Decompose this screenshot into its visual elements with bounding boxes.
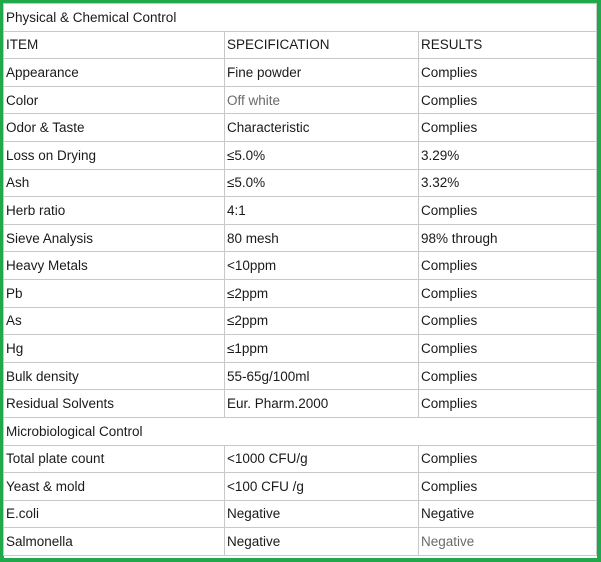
- table-row: [4, 390, 597, 418]
- table-row: [4, 528, 597, 556]
- cell-item: Total plate count: [4, 445, 225, 473]
- cell-item: E.coli: [4, 500, 225, 528]
- table-row: [4, 307, 597, 335]
- cell-result: Complies: [419, 390, 597, 418]
- cell-item: Sieve Analysis: [4, 224, 225, 252]
- cell-result: Complies: [419, 59, 597, 87]
- cell-item: Odor & Taste: [4, 114, 225, 142]
- cell-result: Complies: [419, 473, 597, 501]
- cell-specification: ≤2ppm: [225, 279, 419, 307]
- cell-item: As: [4, 307, 225, 335]
- cell-item: Yeast & mold: [4, 473, 225, 501]
- cell-result: Complies: [419, 362, 597, 390]
- cell-specification: 80 mesh: [225, 224, 419, 252]
- cell-result: Complies: [419, 445, 597, 473]
- section-row-micro: [4, 417, 597, 445]
- cell-specification: 4:1: [225, 197, 419, 225]
- cell-specification: Negative: [225, 500, 419, 528]
- table-row: [4, 279, 597, 307]
- cell-item: Residual Solvents: [4, 390, 225, 418]
- cell-result: Complies: [419, 335, 597, 363]
- header-row: [4, 31, 597, 59]
- cell-item: Herb ratio: [4, 197, 225, 225]
- cell-item: Loss on Drying: [4, 141, 225, 169]
- header-results: RESULTS: [419, 31, 597, 59]
- cell-specification: 55-65g/100ml: [225, 362, 419, 390]
- cell-specification: <100 CFU /g: [225, 473, 419, 501]
- cell-specification: Fine powder: [225, 59, 419, 87]
- cell-specification: Off white: [225, 86, 419, 114]
- table-row: [4, 362, 597, 390]
- table-row: [4, 252, 597, 280]
- cell-result: Complies: [419, 279, 597, 307]
- cell-result: 3.29%: [419, 141, 597, 169]
- table-row: [4, 169, 597, 197]
- cell-item: Color: [4, 86, 225, 114]
- cell-specification: ≤5.0%: [225, 169, 419, 197]
- table-row: [4, 114, 597, 142]
- cell-item: Appearance: [4, 59, 225, 87]
- cell-specification: Negative: [225, 528, 419, 556]
- cell-specification: Characteristic: [225, 114, 419, 142]
- cell-result: Negative: [419, 500, 597, 528]
- cell-item: Ash: [4, 169, 225, 197]
- cell-specification: ≤5.0%: [225, 141, 419, 169]
- cell-result: Complies: [419, 307, 597, 335]
- cell-item: Hg: [4, 335, 225, 363]
- table-row: [4, 224, 597, 252]
- table-row: [4, 445, 597, 473]
- cell-specification: <10ppm: [225, 252, 419, 280]
- cell-result: 98% through: [419, 224, 597, 252]
- cell-item: Pb: [4, 279, 225, 307]
- header-specification: SPECIFICATION: [225, 31, 419, 59]
- section-row-physical: [4, 4, 597, 32]
- cell-specification: ≤1ppm: [225, 335, 419, 363]
- table-row: [4, 500, 597, 528]
- header-item: ITEM: [4, 31, 225, 59]
- table-row: [4, 473, 597, 501]
- cell-specification: <1000 CFU/g: [225, 445, 419, 473]
- cell-result: Complies: [419, 252, 597, 280]
- table-row: [4, 197, 597, 225]
- cell-result: Negative: [419, 528, 597, 556]
- cell-result: Complies: [419, 86, 597, 114]
- cell-item: Heavy Metals: [4, 252, 225, 280]
- table-row: [4, 335, 597, 363]
- cell-item: Bulk density: [4, 362, 225, 390]
- table-row: [4, 86, 597, 114]
- coa-table: [3, 3, 597, 556]
- cell-specification: Eur. Pharm.2000: [225, 390, 419, 418]
- cell-result: 3.32%: [419, 169, 597, 197]
- cell-specification: ≤2ppm: [225, 307, 419, 335]
- section-title-micro: Microbiological Control: [4, 417, 597, 445]
- cell-result: Complies: [419, 114, 597, 142]
- section-title-physical: Physical & Chemical Control: [4, 4, 597, 32]
- table-row: [4, 59, 597, 87]
- cell-item: Salmonella: [4, 528, 225, 556]
- table-row: [4, 141, 597, 169]
- cell-result: Complies: [419, 197, 597, 225]
